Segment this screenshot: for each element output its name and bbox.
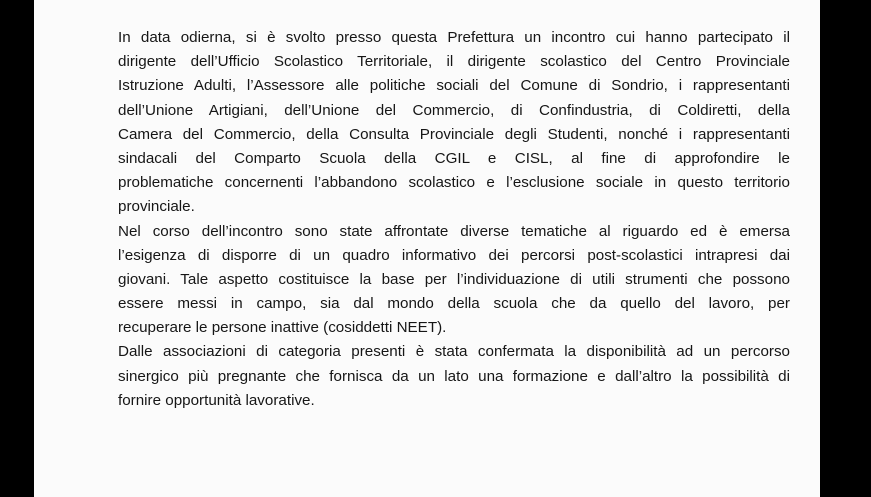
text-line: Nel corso dell’incontro sono state affrontate diverse tematiche al riguardo ed è emersa — [118, 222, 790, 240]
text-line: l’esigenza di disporre di un quadro informativo dei percorsi post-scolastici intrapresi dai — [118, 246, 790, 264]
text-line: sindacali del Comparto Scuola della CGIL e CISL, al fine di approfondire le — [118, 149, 790, 167]
text-line: essere messi in campo, sia dal mondo della scuola che da quello del lavoro, per — [118, 295, 790, 313]
text-line: giovani. Tale aspetto costituisce la base per l’individuazione di utili strumenti che possono — [118, 270, 790, 288]
text-line: fornire opportunità lavorative. — [118, 391, 315, 409]
text-line: In data odierna, si è svolto presso questa Prefettura un incontro cui hanno partecipato il — [118, 29, 790, 46]
paragraph-1 — [118, 26, 790, 220]
text-line: dell’Unione Artigiani, dell’Unione del Commercio, di Confindustria, di Coldiretti, della — [118, 101, 790, 119]
document-page — [34, 0, 820, 497]
text-line: problematiche concernenti l’abbandono scolastico e l’esclusione sociale in questo territorio — [118, 174, 790, 192]
text-line: dirigente dell’Ufficio Scolastico Territoriale, il dirigente scolastico del Centro Provinciale — [118, 53, 790, 71]
text-line: recuperare le persone inattive (cosiddetti NEET). — [118, 319, 447, 337]
paragraph-3 — [118, 340, 790, 413]
text-line: Dalle associazioni di categoria presenti è stata confermata la disponibilità ad un percorso — [118, 343, 790, 361]
paragraph-2 — [118, 220, 790, 341]
text-line: provinciale. — [118, 198, 195, 216]
document-body — [118, 26, 790, 413]
text-line: Istruzione Adulti, l’Assessore alle politiche sociali del Comune di Sondrio, i rappresentanti — [118, 77, 790, 95]
text-line: Camera del Commercio, della Consulta Provinciale degli Studenti, nonché i rappresentanti — [118, 125, 790, 143]
text-line: sinergico più pregnante che fornisca da un lato una formazione e dall’altro la possibilità di — [118, 367, 790, 385]
